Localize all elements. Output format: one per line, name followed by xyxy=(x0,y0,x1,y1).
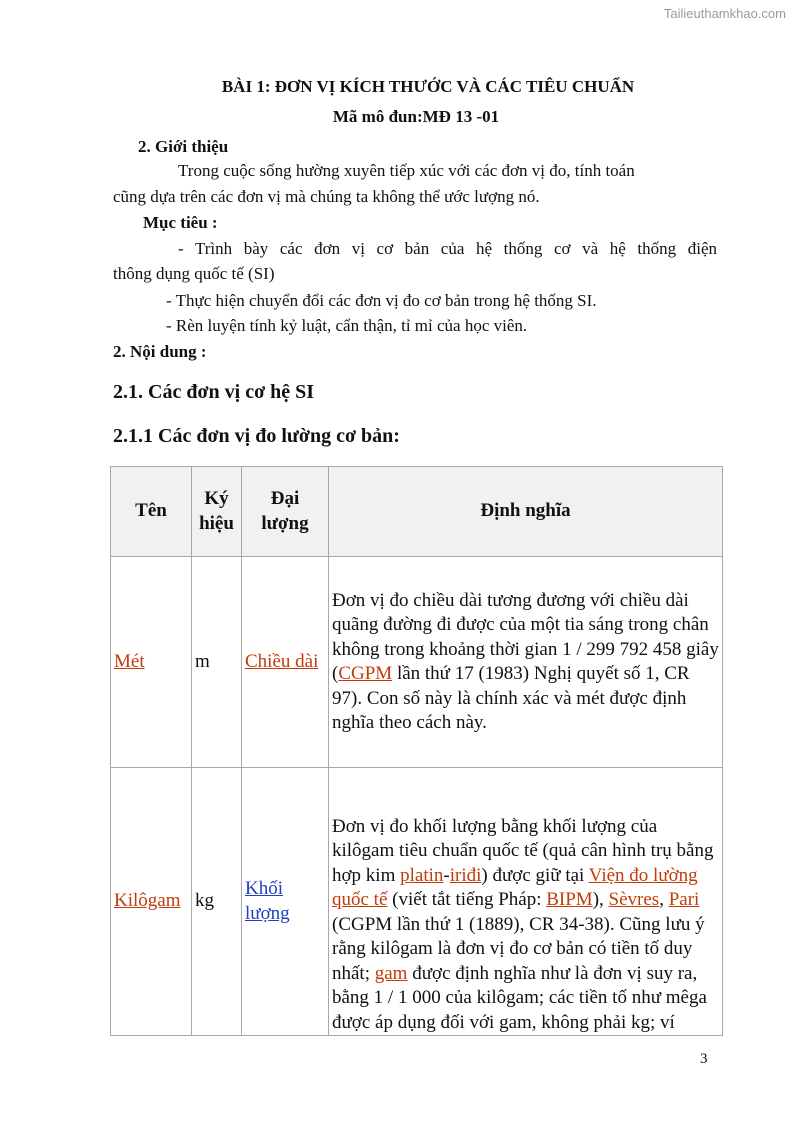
def-text: (viết tắt tiếng Pháp: xyxy=(387,889,547,910)
header-definition: Định nghĩa xyxy=(329,467,723,557)
intro-line-1: Trong cuộc sống hường xuyên tiếp xúc với các đơn vị đo, tính toán xyxy=(178,161,635,180)
content-heading: 2. Nội dung : xyxy=(113,342,207,361)
page-number: 3 xyxy=(700,1051,708,1067)
header-symbol: Ký hiệu xyxy=(192,467,242,557)
cgpm-link[interactable]: CGPM xyxy=(338,663,393,684)
lesson-title: BÀI 1: ĐƠN VỊ KÍCH THƯỚC VÀ CÁC TIÊU CHUẨN xyxy=(221,77,635,96)
table-header-row xyxy=(111,467,723,557)
objective-1-line-2: thông dụng quốc tế (SI) xyxy=(113,264,275,283)
table-row xyxy=(111,557,723,768)
def-text: lần thứ 17 (1983) Nghị quyết số 1, CR 97). Con số này là chính xác và mét được định nghĩa theo cách này. xyxy=(332,663,690,733)
unit-name-link[interactable]: Mét xyxy=(114,650,145,672)
def-text: Đơn vị đo chiều dài tương đương với chiều dài quãng đường đi được của một tia sáng trong chân không trong khoảng thời gian 1 / 299 792 458 giây ( xyxy=(332,589,719,684)
header-quantity: Đại lượng xyxy=(242,467,329,557)
unit-symbol: kg xyxy=(192,768,242,1036)
def-text: (CGPM lần thứ 1 (1889), CR 34-38). Cũng lưu ý rằng kilôgam là đơn vị đo cơ bản có tiền tố duy nhất; xyxy=(332,913,705,984)
objective-1-line-1: - Trình bày các đơn vị cơ bản của hệ thống cơ và hệ thống điện xyxy=(178,239,717,258)
unit-symbol: m xyxy=(192,557,242,768)
unit-definition xyxy=(329,557,723,768)
quantity-link[interactable]: Khối lượng xyxy=(245,878,290,924)
bipm-institute-link[interactable]: Viện đo lường quốc tế xyxy=(332,864,698,910)
bipm-link[interactable]: BIPM xyxy=(546,889,593,910)
section-2-1-heading: 2.1. Các đơn vị cơ hệ SI xyxy=(113,381,315,403)
section-2-1-1-heading: 2.1.1 Các đơn vị đo lường cơ bản: xyxy=(113,425,400,447)
pari-link[interactable]: Pari xyxy=(668,889,700,910)
objectives-heading: Mục tiêu : xyxy=(143,213,218,232)
intro-line-2: cũng dựa trên các đơn vị mà chúng ta không thể ước lượng nó. xyxy=(113,187,540,206)
quantity-link[interactable]: Chiều dài xyxy=(245,650,319,672)
module-code: Mã mô đun:MĐ 13 -01 xyxy=(332,107,500,126)
objective-2: - Thực hiện chuyển đổi các đơn vị đo cơ bản trong hệ thống SI. xyxy=(166,291,597,310)
platin-link[interactable]: platin xyxy=(400,864,444,886)
def-text: ), xyxy=(592,889,609,910)
sevres-link[interactable]: Sèvres xyxy=(608,889,660,910)
def-text: được định nghĩa như là đơn vị suy ra, bằng 1 / 1 000 của kilôgam; các tiền tố như mêga được áp dụng đối với gam, không phải kg; ví xyxy=(332,962,707,1033)
iridi-link[interactable]: iriđi xyxy=(449,864,482,886)
unit-name-link[interactable]: Kilôgam xyxy=(114,890,181,912)
def-text: - xyxy=(443,864,450,886)
def-text: Đơn vị đo khối lượng bằng khối lượng của kilôgam tiêu chuẩn quốc tế (quả cân hình trụ bằng hợp kim xyxy=(332,815,714,886)
watermark: Tailieuthamkhao.com xyxy=(663,6,786,21)
unit-definition xyxy=(329,768,723,1036)
intro-heading: 2. Giới thiệu xyxy=(138,137,229,156)
table-row xyxy=(111,768,723,1036)
objective-3: - Rèn luyện tính kỷ luật, cẩn thận, tỉ mỉ của học viên. xyxy=(166,316,528,335)
gam-link[interactable]: gam xyxy=(374,962,408,984)
header-name: Tên xyxy=(111,467,192,557)
def-text: ) được giữ tại xyxy=(481,864,589,886)
def-text: , xyxy=(659,889,669,910)
si-units-table xyxy=(110,466,723,1036)
